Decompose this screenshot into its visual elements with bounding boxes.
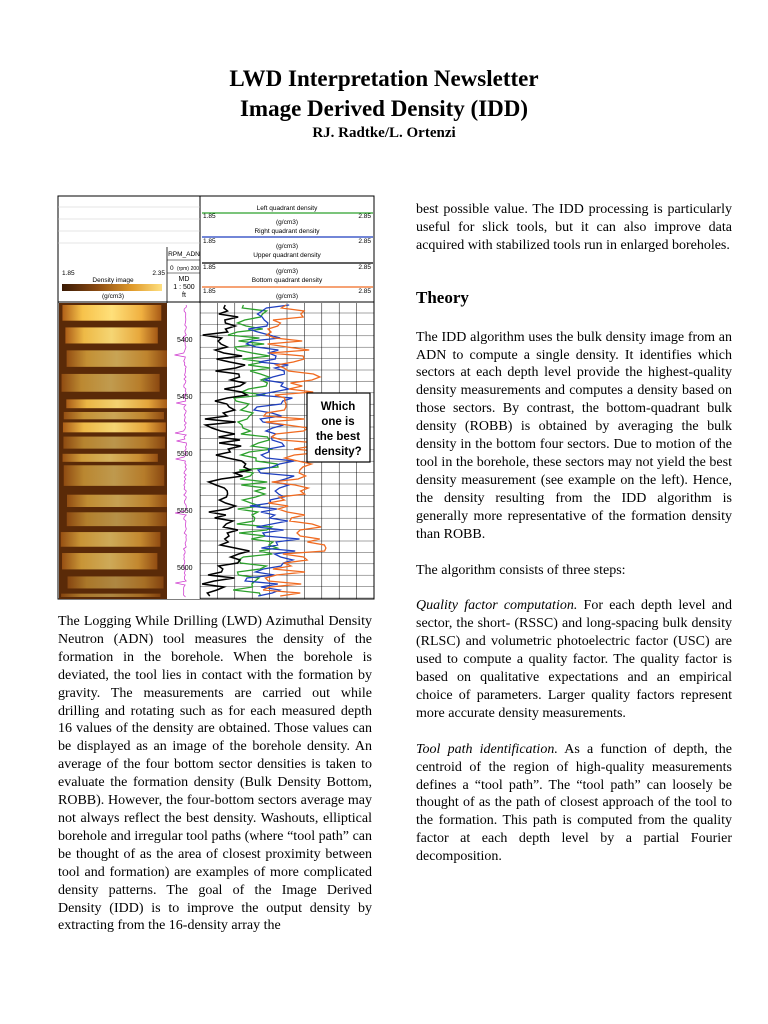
depth-tick-5500: 5500 <box>177 451 193 458</box>
image-label: Density image <box>92 277 134 284</box>
left-quadrant-min: 1.85 <box>203 213 216 220</box>
right-quadrant-max: 2.85 <box>358 238 371 245</box>
steps-intro: The algorithm consists of three steps: <box>416 562 626 578</box>
upper-quadrant-max: 2.85 <box>358 264 371 271</box>
left-column <box>58 613 372 935</box>
callout-line-4: density? <box>314 446 362 458</box>
image-max: 2.35 <box>152 270 165 277</box>
upper-quadrant-unit: (g/cm3) <box>275 268 299 275</box>
article-title: Image Derived Density (IDD) <box>239 96 529 121</box>
depth-tick-5550: 5550 <box>177 508 193 515</box>
rpm-max: 200 <box>190 266 199 272</box>
authors: RJ. Radtke/L. Ortenzi <box>312 125 456 141</box>
depth-tick-5450: 5450 <box>177 394 193 401</box>
image-min: 1.85 <box>62 270 75 277</box>
tool-path-paragraph <box>416 741 732 866</box>
bottom-quadrant-max: 2.85 <box>358 288 371 295</box>
quality-factor-paragraph <box>416 597 732 722</box>
right-quadrant-unit: (g/cm3) <box>275 243 299 250</box>
intro-paragraph: The Logging While Drilling (LWD) Azimuthal Density Neutron (ADN) tool measures the density of the formation in the borehole. When the borehole is deviated, the tool lies in contact with the formation by gravity. The measurements are carried out while drilling and rotating such as for each measured depth 16 values of the density are obtained. Those values can be displayed as an image of the borehole density. An average of the four bottom sector densities is taken to evaluate the formation density (Bulk Density Bottom, ROBB). However, the four-bottom sectors average may not always reflect the best density. Washouts, elliptical borehole and irregular tool paths (where “tool path” can be thought of as the area of closest proximity between tool and formation) are examples of more complicated density patterns. The goal of the Image Derived Density (IDD) is to improve the output density by extracting from the 16-density array the <box>58 614 372 934</box>
callout-line-1: Which <box>320 401 356 413</box>
rpm-unit: (rpm) <box>177 266 189 272</box>
image-unit: (g/cm3) <box>101 293 125 300</box>
density-image <box>59 303 168 599</box>
bottom-quadrant-unit: (g/cm3) <box>275 293 299 300</box>
rpm-label: RPM_ADN <box>168 251 200 258</box>
callout-line-2: one is <box>321 416 355 428</box>
density-colorbar <box>62 284 162 291</box>
theory-heading: Theory <box>416 287 469 307</box>
upper-quadrant-min: 1.85 <box>203 264 216 271</box>
bottom-quadrant-min: 1.85 <box>203 288 216 295</box>
tool-path-body: As a function of depth, the centroid of the region of high-quality measurements defines a “tool path”. The “tool path” can loosely be thought of as the path of closest approach of the tool to the formation. This path is computed from the quality factor at each depth level by a partial Fourier decomposition. <box>416 741 733 865</box>
depth-tick-5400: 5400 <box>177 337 193 344</box>
left-quadrant-max: 2.85 <box>358 213 371 220</box>
left-quadrant-unit: (g/cm3) <box>275 219 299 226</box>
depth-tick-5600: 5600 <box>177 565 193 572</box>
callout-box <box>307 393 370 462</box>
rpm-min: 0 <box>170 265 174 272</box>
bottom-quadrant-label: Bottom quadrant density <box>251 277 323 284</box>
quality-factor-title: Quality factor computation. <box>416 598 578 614</box>
md-unit: ft <box>182 292 186 299</box>
callout-line-3: the best <box>315 431 361 443</box>
newsletter-title: LWD Interpretation Newsletter <box>229 66 539 91</box>
right-column <box>416 201 732 866</box>
right-quadrant-label: Right quadrant density <box>254 228 320 235</box>
md-scale: 1 : 500 <box>173 284 195 291</box>
quality-factor-body: For each depth level and sector, the short- (RSSC) and long-spacing bulk density (RLSC) and volumetric photoelectric factor (USC) are used to compute a quality factor. The quality factor is based on qualitative expectations and an empirical choice of parameters. Larger quality factors represent more accurate density measurements. <box>416 598 732 721</box>
md-label: MD <box>178 276 190 283</box>
continuation-paragraph: best possible value. The IDD processing is particularly useful for slick tools, but it can also improve data acquired with stabilized tools run in enlarged boreholes. <box>416 202 732 253</box>
upper-quadrant-label: Upper quadrant density <box>253 252 321 259</box>
theory-paragraph: The IDD algorithm uses the bulk density image from an ADN to compute a single density. It identifies which sectors at each depth level provide the highest-quality density measurements and computes a density based on those sectors. By contrast, the bottom-quadrant bulk density (ROBB) is obtained by averaging the bulk density in the bottom four sectors. Due to motion of the tool in the borehole, these sectors may not yield the best density measurement (see example on the left). Hence, the density resulting from the IDD algorithm is generally more representative of the formation density than ROBB. <box>416 329 732 542</box>
log-figure <box>57 195 375 600</box>
right-quadrant-min: 1.85 <box>203 238 216 245</box>
left-quadrant-label: Left quadrant density <box>256 205 318 212</box>
tool-path-title: Tool path identification. <box>416 741 558 757</box>
